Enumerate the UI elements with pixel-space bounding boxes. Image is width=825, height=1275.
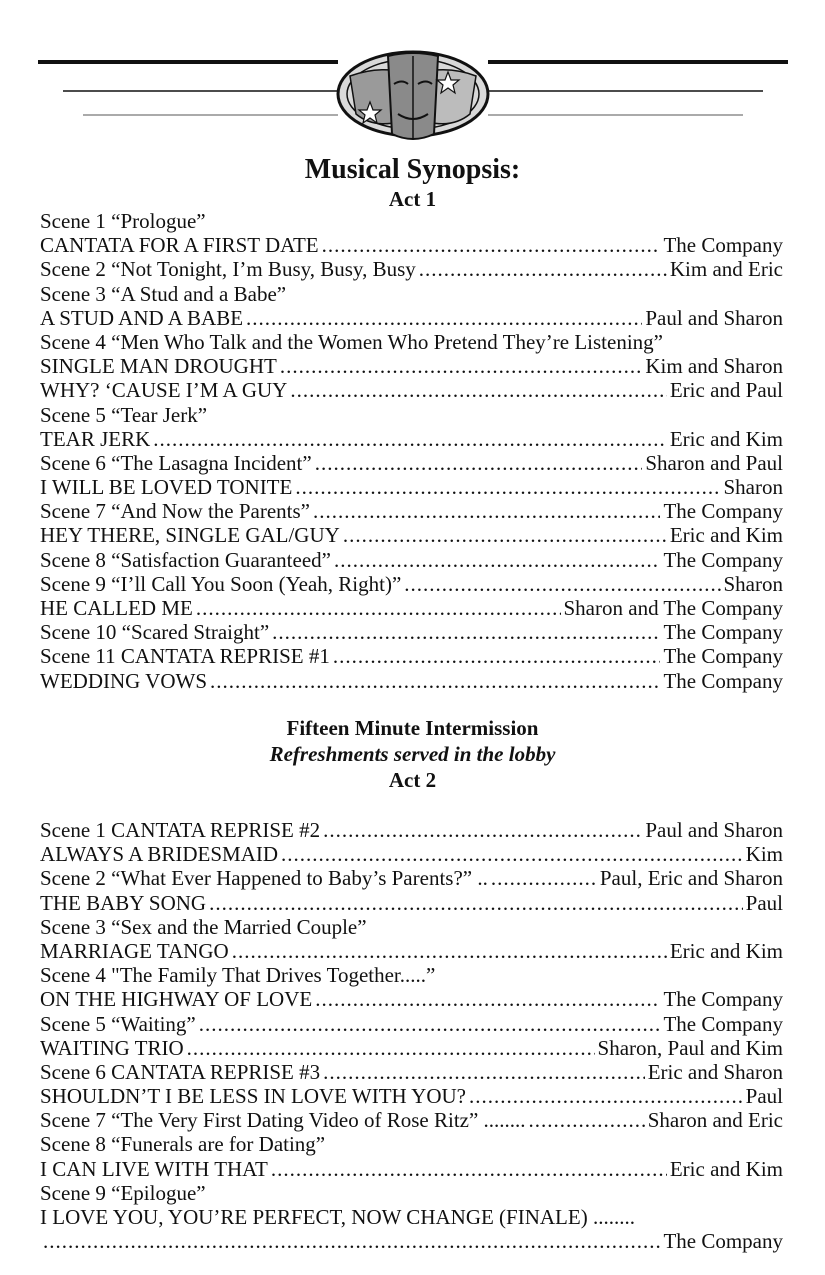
intermission-note: Refreshments served in the lobby — [269, 742, 556, 766]
scene-title: Scene 9 “I’ll Call You Soon (Yeah, Right)” — [40, 571, 402, 596]
performer-name: Paul and Sharon — [645, 305, 783, 330]
performer-name: The Company — [663, 1011, 783, 1036]
dot-leader — [210, 669, 660, 693]
scene-title: I CAN LIVE WITH THAT — [40, 1156, 268, 1181]
dot-leader — [419, 257, 667, 281]
synopsis-row — [40, 306, 783, 330]
scene-title: ON THE HIGHWAY OF LOVE — [40, 987, 313, 1012]
synopsis-row — [40, 330, 783, 354]
performer-name: The Company — [663, 620, 783, 645]
dot-leader — [153, 427, 667, 451]
header-ornament — [38, 44, 788, 154]
synopsis-row — [40, 963, 783, 987]
performer-name: Eric and Sharon — [647, 1059, 783, 1084]
scene-title: Scene 5 “Tear Jerk” — [40, 402, 208, 427]
synopsis-row — [40, 451, 783, 475]
scene-title: WHY? ‘CAUSE I’M A GUY — [40, 378, 288, 403]
dot-leader — [343, 523, 667, 547]
performer-name: Sharon — [723, 475, 783, 500]
performer-name: The Company — [663, 499, 783, 524]
scene-title: Scene 10 “Scared Straight” — [40, 620, 270, 645]
dot-leader — [315, 451, 643, 475]
scene-title: ALWAYS A BRIDESMAID — [40, 842, 279, 867]
dot-leader — [280, 354, 643, 378]
scene-title: Scene 2 “Not Tonight, I’m Busy, Busy, Busy — [40, 257, 416, 282]
synopsis-row — [40, 620, 783, 644]
synopsis-row — [40, 499, 783, 523]
synopsis-row — [40, 1108, 783, 1132]
synopsis-row — [40, 596, 783, 620]
synopsis-row — [40, 475, 783, 499]
synopsis-row — [40, 233, 783, 257]
performer-name: Kim — [745, 842, 783, 867]
scene-title: HEY THERE, SINGLE GAL/GUY — [40, 523, 340, 548]
scene-title: Scene 4 "The Family That Drives Together.....” — [40, 963, 436, 988]
scene-title: TEAR JERK — [40, 426, 151, 451]
scene-title: Scene 1 CANTATA REPRISE #2 — [40, 818, 321, 842]
performer-name: Paul and Sharon — [645, 818, 783, 842]
dot-leader — [209, 891, 743, 915]
synopsis-row — [40, 1132, 783, 1156]
synopsis-row — [40, 1012, 783, 1036]
synopsis-row — [40, 427, 783, 451]
intermission-heading: Fifteen Minute Intermission — [286, 716, 539, 740]
performer-name: Paul — [745, 1084, 783, 1109]
dot-leader — [271, 1157, 667, 1181]
dot-leader — [323, 818, 642, 842]
dot-leader — [281, 842, 743, 866]
dot-leader — [43, 1229, 660, 1253]
synopsis-row — [40, 403, 783, 427]
synopsis-row — [40, 378, 783, 402]
dot-leader — [315, 987, 660, 1011]
dot-leader — [295, 475, 720, 499]
synopsis-row — [40, 1181, 783, 1205]
act-2-heading: Act 2 — [388, 768, 437, 792]
synopsis-row — [40, 987, 783, 1011]
scene-title: I LOVE YOU, YOU’RE PERFECT, NOW CHANGE (FINALE) ........ — [40, 1205, 635, 1229]
dot-leader — [196, 596, 561, 620]
scene-title: Scene 4 “Men Who Talk and the Women Who Pretend They’re Listening” — [40, 329, 663, 354]
scene-title: I WILL BE LOVED TONITE — [40, 475, 293, 500]
act-1-scene-list — [40, 209, 783, 693]
performer-name: Eric and Kim — [669, 1156, 783, 1181]
synopsis-row — [40, 1229, 783, 1253]
synopsis-row — [40, 572, 783, 596]
scene-title: THE BABY SONG — [40, 890, 207, 915]
performer-name: The Company — [663, 233, 783, 258]
scene-title: Scene 8 “Satisfaction Guaranteed” — [40, 547, 331, 572]
act-2-scene-list — [40, 818, 783, 1253]
performer-name: Eric and Kim — [669, 426, 783, 451]
scene-title: WAITING TRIO — [40, 1035, 184, 1060]
scene-title: SHOULDN’T I BE LESS IN LOVE WITH YOU? — [40, 1084, 466, 1109]
synopsis-row — [40, 891, 783, 915]
scene-title: MARRIAGE TANGO — [40, 938, 229, 963]
synopsis-row — [40, 523, 783, 547]
performer-name: The Company — [663, 1229, 783, 1254]
dot-leader — [323, 1060, 645, 1084]
scene-title: Scene 1 “Prologue” — [40, 209, 206, 233]
performer-name: Kim and Sharon — [645, 354, 783, 379]
scene-title: Scene 6 “The Lasagna Incident” — [40, 450, 312, 475]
dot-leader — [199, 1012, 661, 1036]
dot-leader — [290, 378, 667, 402]
synopsis-row — [40, 1205, 783, 1229]
performer-name: The Company — [663, 987, 783, 1012]
scene-title: Scene 6 CANTATA REPRISE #3 — [40, 1059, 321, 1084]
theater-masks-emblem-icon — [338, 52, 488, 139]
synopsis-row — [40, 282, 783, 306]
scene-title: HE CALLED ME — [40, 596, 193, 620]
performer-name: Kim and Eric — [669, 257, 783, 282]
dot-leader — [491, 866, 597, 890]
scene-title: Scene 5 “Waiting” — [40, 1011, 196, 1036]
synopsis-row — [40, 257, 783, 281]
scene-title: Scene 7 “The Very First Dating Video of Rose Ritz” ........ — [40, 1108, 526, 1133]
synopsis-row — [40, 842, 783, 866]
performer-name: Paul, Eric and Sharon — [599, 866, 783, 891]
dot-leader — [333, 644, 661, 668]
synopsis-row — [40, 939, 783, 963]
synopsis-row — [40, 354, 783, 378]
synopsis-row — [40, 1060, 783, 1084]
synopsis-row — [40, 915, 783, 939]
dot-leader — [187, 1036, 595, 1060]
dot-leader — [322, 233, 661, 257]
scene-title: Scene 7 “And Now the Parents” — [40, 499, 311, 524]
performer-name: Eric and Kim — [669, 938, 783, 963]
dot-leader — [334, 548, 660, 572]
performer-name: Sharon and Eric — [647, 1108, 783, 1133]
scene-title: Scene 9 “Epilogue” — [40, 1180, 206, 1205]
performer-name: The Company — [663, 668, 783, 693]
scene-title: Scene 11 CANTATA REPRISE #1 — [40, 644, 330, 669]
act-1-heading: Act 1 — [388, 187, 437, 211]
synopsis-row — [40, 866, 783, 890]
dot-leader — [404, 572, 720, 596]
dot-leader — [246, 306, 642, 330]
scene-title: A STUD AND A BABE — [40, 305, 244, 330]
dot-leader — [529, 1108, 645, 1132]
performer-name: Sharon and The Company — [563, 596, 783, 620]
synopsis-row — [40, 1036, 783, 1060]
performer-name: Sharon and Paul — [645, 450, 783, 475]
synopsis-row — [40, 669, 783, 693]
dot-leader — [469, 1084, 743, 1108]
performer-name: Paul — [745, 890, 783, 915]
performer-name: Sharon — [723, 571, 783, 596]
performer-name: The Company — [663, 644, 783, 669]
synopsis-row — [40, 209, 783, 233]
dot-leader — [313, 499, 660, 523]
synopsis-row — [40, 548, 783, 572]
synopsis-row — [40, 818, 783, 842]
synopsis-row — [40, 644, 783, 668]
performer-name: Eric and Paul — [669, 378, 783, 403]
scene-title: CANTATA FOR A FIRST DATE — [40, 233, 319, 258]
synopsis-row — [40, 1084, 783, 1108]
synopsis-row — [40, 1157, 783, 1181]
scene-title: Scene 2 “What Ever Happened to Baby’s Parents?” .. — [40, 866, 488, 891]
scene-title: Scene 8 “Funerals are for Dating” — [40, 1132, 326, 1157]
performer-name: Eric and Kim — [669, 523, 783, 548]
performer-name: Sharon, Paul and Kim — [597, 1035, 783, 1060]
performer-name: The Company — [663, 547, 783, 572]
scene-title: WEDDING VOWS — [40, 668, 208, 693]
dot-leader — [272, 620, 660, 644]
scene-title: SINGLE MAN DROUGHT — [40, 354, 277, 379]
scene-title: Scene 3 “A Stud and a Babe” — [40, 281, 287, 306]
scene-title: Scene 3 “Sex and the Married Couple” — [40, 914, 367, 939]
page-title: Musical Synopsis: — [304, 154, 521, 185]
dot-leader — [232, 939, 667, 963]
